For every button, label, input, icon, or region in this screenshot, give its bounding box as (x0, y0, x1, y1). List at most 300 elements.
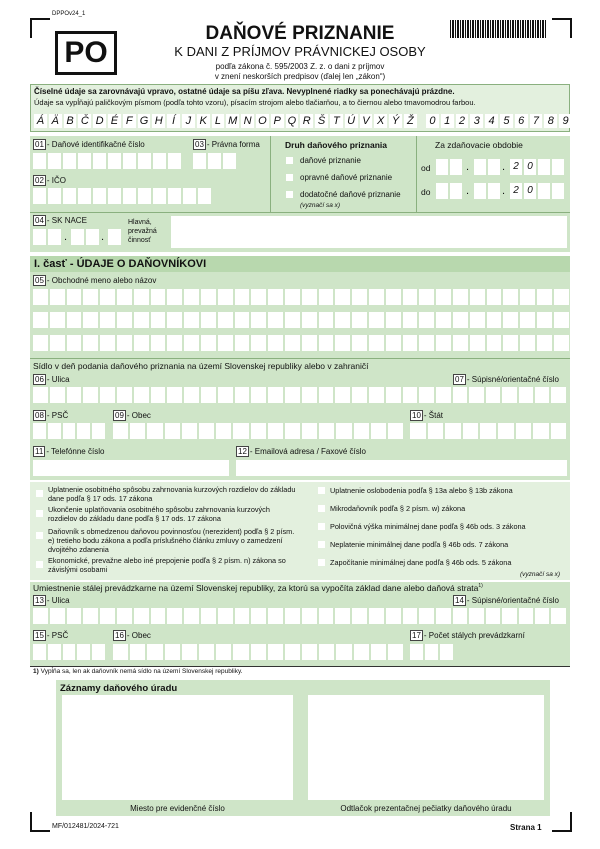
input-cell[interactable] (410, 644, 423, 660)
do-year-digit[interactable]: 2 (510, 183, 522, 199)
input-cell[interactable] (117, 387, 132, 403)
name-cells-row[interactable] (33, 335, 569, 351)
telefon-input[interactable] (33, 460, 229, 476)
input-cell[interactable] (335, 289, 350, 305)
input-cell[interactable] (50, 289, 65, 305)
input-cell[interactable] (153, 153, 166, 169)
input-cell[interactable] (123, 153, 136, 169)
option-checkbox-right[interactable] (318, 541, 325, 548)
input-cell[interactable] (147, 644, 162, 660)
input-cell[interactable] (352, 335, 367, 351)
input-cell[interactable] (100, 289, 115, 305)
input-cell[interactable] (369, 608, 384, 624)
input-cell[interactable] (92, 644, 105, 660)
input-cell[interactable] (487, 312, 502, 328)
input-cell[interactable] (352, 289, 367, 305)
psc-cells[interactable] (33, 423, 105, 439)
input-cell[interactable] (182, 423, 197, 439)
input-cell[interactable] (130, 423, 145, 439)
input-cell[interactable] (167, 608, 182, 624)
input-cell[interactable] (117, 289, 132, 305)
input-cell[interactable] (168, 188, 181, 204)
input-cell[interactable] (86, 229, 99, 245)
input-cell[interactable] (552, 159, 564, 175)
input-cell[interactable] (319, 644, 334, 660)
input-cell[interactable] (319, 335, 334, 351)
input-cell[interactable] (138, 153, 151, 169)
input-cell[interactable] (268, 608, 283, 624)
input-cell[interactable] (123, 188, 136, 204)
nace-cells-2[interactable] (71, 229, 99, 245)
input-cell[interactable] (184, 312, 199, 328)
input-cell[interactable] (33, 608, 48, 624)
input-cell[interactable] (268, 312, 283, 328)
input-cell[interactable] (117, 312, 132, 328)
input-cell[interactable] (92, 423, 105, 439)
input-cell[interactable] (134, 335, 149, 351)
input-cell[interactable] (100, 387, 115, 403)
input-cell[interactable] (285, 387, 300, 403)
od-year-rest[interactable] (538, 159, 564, 175)
input-cell[interactable] (117, 335, 132, 351)
prev-psc-cells[interactable] (33, 644, 105, 660)
prev-supisne-cells[interactable] (453, 608, 566, 624)
input-cell[interactable] (108, 188, 121, 204)
input-cell[interactable] (369, 335, 384, 351)
input-cell[interactable] (134, 312, 149, 328)
input-cell[interactable] (83, 387, 98, 403)
input-cell[interactable] (436, 335, 451, 351)
input-cell[interactable] (516, 423, 532, 439)
dic-cells[interactable] (33, 153, 181, 169)
option-checkbox-left[interactable] (36, 561, 43, 568)
input-cell[interactable] (354, 423, 369, 439)
input-cell[interactable] (335, 312, 350, 328)
input-cell[interactable] (440, 644, 453, 660)
input-cell[interactable] (83, 312, 98, 328)
input-cell[interactable] (503, 289, 518, 305)
input-cell[interactable] (502, 387, 516, 403)
input-cell[interactable] (498, 423, 514, 439)
input-cell[interactable] (480, 423, 496, 439)
input-cell[interactable] (335, 335, 350, 351)
input-cell[interactable] (268, 335, 283, 351)
input-cell[interactable] (285, 312, 300, 328)
input-cell[interactable] (223, 153, 236, 169)
input-cell[interactable] (77, 423, 90, 439)
input-cell[interactable] (386, 312, 401, 328)
input-cell[interactable] (469, 608, 483, 624)
od-day[interactable] (436, 159, 462, 175)
do-day[interactable] (436, 183, 462, 199)
input-cell[interactable] (48, 423, 61, 439)
input-cell[interactable] (520, 312, 535, 328)
peciatka-box[interactable] (308, 695, 544, 800)
option-checkbox-right[interactable] (318, 487, 325, 494)
input-cell[interactable] (218, 289, 233, 305)
input-cell[interactable] (67, 335, 82, 351)
input-cell[interactable] (403, 387, 418, 403)
evidencne-cislo-box[interactable] (62, 695, 293, 800)
input-cell[interactable] (403, 608, 418, 624)
input-cell[interactable] (33, 289, 48, 305)
input-cell[interactable] (251, 423, 266, 439)
input-cell[interactable] (48, 153, 61, 169)
input-cell[interactable] (33, 387, 48, 403)
input-cell[interactable] (208, 153, 221, 169)
input-cell[interactable] (251, 644, 266, 660)
input-cell[interactable] (165, 423, 180, 439)
hlavna-cinnost-input[interactable] (171, 216, 567, 248)
option-checkbox-right[interactable] (318, 559, 325, 566)
input-cell[interactable] (537, 289, 552, 305)
input-cell[interactable] (184, 289, 199, 305)
input-cell[interactable] (302, 423, 317, 439)
input-cell[interactable] (352, 387, 367, 403)
input-cell[interactable] (486, 608, 500, 624)
input-cell[interactable] (48, 188, 61, 204)
input-cell[interactable] (71, 229, 84, 245)
input-cell[interactable] (302, 335, 317, 351)
prev-pocet-cells[interactable] (410, 644, 453, 660)
input-cell[interactable] (419, 312, 434, 328)
input-cell[interactable] (554, 312, 569, 328)
input-cell[interactable] (453, 289, 468, 305)
input-cell[interactable] (474, 183, 486, 199)
input-cell[interactable] (519, 608, 533, 624)
input-cell[interactable] (445, 423, 461, 439)
input-cell[interactable] (336, 423, 351, 439)
prev-ulica-cells[interactable] (33, 608, 451, 624)
input-cell[interactable] (100, 335, 115, 351)
email-input[interactable] (236, 460, 567, 476)
input-cell[interactable] (487, 335, 502, 351)
input-cell[interactable] (519, 387, 533, 403)
input-cell[interactable] (386, 387, 401, 403)
input-cell[interactable] (50, 335, 65, 351)
input-cell[interactable] (100, 312, 115, 328)
input-cell[interactable] (216, 644, 231, 660)
input-cell[interactable] (167, 387, 182, 403)
input-cell[interactable] (50, 312, 65, 328)
input-cell[interactable] (302, 644, 317, 660)
input-cell[interactable] (388, 423, 403, 439)
input-cell[interactable] (48, 229, 61, 245)
supisne-cells[interactable] (453, 387, 566, 403)
input-cell[interactable] (386, 335, 401, 351)
input-cell[interactable] (147, 423, 162, 439)
input-cell[interactable] (184, 335, 199, 351)
option-checkbox-right[interactable] (318, 505, 325, 512)
input-cell[interactable] (285, 608, 300, 624)
input-cell[interactable] (535, 608, 549, 624)
input-cell[interactable] (67, 387, 82, 403)
input-cell[interactable] (63, 153, 76, 169)
input-cell[interactable] (419, 387, 434, 403)
input-cell[interactable] (520, 335, 535, 351)
input-cell[interactable] (470, 335, 485, 351)
input-cell[interactable] (419, 289, 434, 305)
input-cell[interactable] (201, 608, 216, 624)
input-cell[interactable] (251, 608, 266, 624)
input-cell[interactable] (67, 289, 82, 305)
name-cells-row[interactable] (33, 289, 569, 305)
input-cell[interactable] (436, 159, 448, 175)
input-cell[interactable] (233, 423, 248, 439)
input-cell[interactable] (78, 153, 91, 169)
option-checkbox-left[interactable] (36, 510, 43, 517)
input-cell[interactable] (130, 644, 145, 660)
input-cell[interactable] (113, 644, 128, 660)
input-cell[interactable] (371, 644, 386, 660)
input-cell[interactable] (419, 335, 434, 351)
input-cell[interactable] (470, 312, 485, 328)
od-year-digit[interactable]: 0 (524, 159, 536, 175)
input-cell[interactable] (551, 608, 565, 624)
input-cell[interactable] (551, 423, 567, 439)
input-cell[interactable] (520, 289, 535, 305)
input-cell[interactable] (198, 188, 211, 204)
input-cell[interactable] (488, 159, 500, 175)
input-cell[interactable] (63, 188, 76, 204)
input-cell[interactable] (201, 289, 216, 305)
option-checkbox-right[interactable] (318, 523, 325, 530)
input-cell[interactable] (183, 188, 196, 204)
input-cell[interactable] (369, 387, 384, 403)
input-cell[interactable] (83, 289, 98, 305)
input-cell[interactable] (474, 159, 486, 175)
obec-cells[interactable] (113, 423, 403, 439)
input-cell[interactable] (83, 608, 98, 624)
do-month[interactable] (474, 183, 500, 199)
input-cell[interactable] (233, 644, 248, 660)
input-cell[interactable] (554, 289, 569, 305)
input-cell[interactable] (554, 335, 569, 351)
input-cell[interactable] (319, 608, 334, 624)
option-checkbox-left[interactable] (36, 532, 43, 539)
input-cell[interactable] (201, 312, 216, 328)
input-cell[interactable] (67, 608, 82, 624)
input-cell[interactable] (371, 423, 386, 439)
input-cell[interactable] (319, 312, 334, 328)
druh-checkbox-2[interactable] (286, 174, 293, 181)
ico-cells[interactable] (33, 188, 211, 204)
input-cell[interactable] (285, 335, 300, 351)
input-cell[interactable] (552, 183, 564, 199)
prev-obec-cells[interactable] (113, 644, 403, 660)
input-cell[interactable] (167, 335, 182, 351)
input-cell[interactable] (235, 387, 250, 403)
input-cell[interactable] (251, 387, 266, 403)
input-cell[interactable] (201, 387, 216, 403)
input-cell[interactable] (403, 335, 418, 351)
input-cell[interactable] (302, 289, 317, 305)
input-cell[interactable] (83, 335, 98, 351)
input-cell[interactable] (285, 423, 300, 439)
do-year-digit[interactable]: 0 (524, 183, 536, 199)
od-month[interactable] (474, 159, 500, 175)
input-cell[interactable] (470, 289, 485, 305)
input-cell[interactable] (33, 423, 46, 439)
input-cell[interactable] (48, 644, 61, 660)
input-cell[interactable] (319, 387, 334, 403)
input-cell[interactable] (108, 153, 121, 169)
input-cell[interactable] (184, 387, 199, 403)
input-cell[interactable] (63, 423, 76, 439)
input-cell[interactable] (182, 644, 197, 660)
input-cell[interactable] (151, 335, 166, 351)
input-cell[interactable] (218, 387, 233, 403)
input-cell[interactable] (199, 644, 214, 660)
input-cell[interactable] (168, 153, 181, 169)
input-cell[interactable] (436, 387, 451, 403)
input-cell[interactable] (167, 312, 182, 328)
input-cell[interactable] (33, 312, 48, 328)
input-cell[interactable] (285, 289, 300, 305)
input-cell[interactable] (537, 312, 552, 328)
input-cell[interactable] (251, 289, 266, 305)
input-cell[interactable] (165, 644, 180, 660)
input-cell[interactable] (235, 289, 250, 305)
input-cell[interactable] (369, 289, 384, 305)
input-cell[interactable] (428, 423, 444, 439)
input-cell[interactable] (425, 644, 438, 660)
input-cell[interactable] (352, 608, 367, 624)
ulica-cells[interactable] (33, 387, 451, 403)
input-cell[interactable] (453, 312, 468, 328)
input-cell[interactable] (93, 188, 106, 204)
input-cell[interactable] (218, 608, 233, 624)
input-cell[interactable] (403, 312, 418, 328)
input-cell[interactable] (436, 608, 451, 624)
input-cell[interactable] (251, 335, 266, 351)
input-cell[interactable] (302, 387, 317, 403)
input-cell[interactable] (63, 644, 76, 660)
input-cell[interactable] (488, 183, 500, 199)
input-cell[interactable] (537, 335, 552, 351)
input-cell[interactable] (335, 387, 350, 403)
nace-cells-3[interactable] (108, 229, 121, 245)
input-cell[interactable] (93, 153, 106, 169)
input-cell[interactable] (336, 644, 351, 660)
input-cell[interactable] (386, 289, 401, 305)
input-cell[interactable] (151, 289, 166, 305)
input-cell[interactable] (268, 289, 283, 305)
input-cell[interactable] (151, 608, 166, 624)
input-cell[interactable] (268, 387, 283, 403)
option-checkbox-left[interactable] (36, 490, 43, 497)
input-cell[interactable] (419, 608, 434, 624)
input-cell[interactable] (134, 608, 149, 624)
input-cell[interactable] (354, 644, 369, 660)
input-cell[interactable] (533, 423, 549, 439)
input-cell[interactable] (319, 289, 334, 305)
input-cell[interactable] (436, 183, 448, 199)
input-cell[interactable] (352, 312, 367, 328)
input-cell[interactable] (100, 608, 115, 624)
input-cell[interactable] (503, 335, 518, 351)
input-cell[interactable] (450, 159, 462, 175)
input-cell[interactable] (33, 335, 48, 351)
input-cell[interactable] (403, 289, 418, 305)
input-cell[interactable] (450, 183, 462, 199)
input-cell[interactable] (538, 159, 550, 175)
input-cell[interactable] (134, 289, 149, 305)
od-year-digit[interactable]: 2 (510, 159, 522, 175)
input-cell[interactable] (184, 608, 199, 624)
input-cell[interactable] (218, 335, 233, 351)
input-cell[interactable] (251, 312, 266, 328)
input-cell[interactable] (33, 644, 46, 660)
input-cell[interactable] (469, 387, 483, 403)
input-cell[interactable] (453, 608, 467, 624)
input-cell[interactable] (151, 387, 166, 403)
input-cell[interactable] (138, 188, 151, 204)
input-cell[interactable] (33, 153, 46, 169)
input-cell[interactable] (201, 335, 216, 351)
stat-cells[interactable] (410, 423, 566, 439)
input-cell[interactable] (113, 423, 128, 439)
input-cell[interactable] (453, 335, 468, 351)
input-cell[interactable] (216, 423, 231, 439)
input-cell[interactable] (335, 608, 350, 624)
nace-cells-1[interactable] (33, 229, 61, 245)
input-cell[interactable] (33, 188, 46, 204)
input-cell[interactable] (285, 644, 300, 660)
input-cell[interactable] (134, 387, 149, 403)
input-cell[interactable] (78, 188, 91, 204)
input-cell[interactable] (153, 188, 166, 204)
input-cell[interactable] (193, 153, 206, 169)
input-cell[interactable] (77, 644, 90, 660)
input-cell[interactable] (487, 289, 502, 305)
druh-checkbox-3[interactable] (286, 191, 293, 198)
do-year-rest[interactable] (538, 183, 564, 199)
input-cell[interactable] (436, 289, 451, 305)
input-cell[interactable] (319, 423, 334, 439)
input-cell[interactable] (235, 608, 250, 624)
input-cell[interactable] (235, 312, 250, 328)
input-cell[interactable] (369, 312, 384, 328)
input-cell[interactable] (551, 387, 565, 403)
input-cell[interactable] (503, 312, 518, 328)
input-cell[interactable] (502, 608, 516, 624)
input-cell[interactable] (151, 312, 166, 328)
input-cell[interactable] (235, 335, 250, 351)
input-cell[interactable] (268, 644, 283, 660)
input-cell[interactable] (302, 312, 317, 328)
input-cell[interactable] (486, 387, 500, 403)
input-cell[interactable] (453, 387, 467, 403)
input-cell[interactable] (218, 312, 233, 328)
input-cell[interactable] (268, 423, 283, 439)
input-cell[interactable] (535, 387, 549, 403)
input-cell[interactable] (33, 229, 46, 245)
name-cells-row[interactable] (33, 312, 569, 328)
input-cell[interactable] (50, 387, 65, 403)
input-cell[interactable] (199, 423, 214, 439)
input-cell[interactable] (410, 423, 426, 439)
input-cell[interactable] (436, 312, 451, 328)
input-cell[interactable] (386, 608, 401, 624)
input-cell[interactable] (117, 608, 132, 624)
druh-checkbox-1[interactable] (286, 157, 293, 164)
input-cell[interactable] (167, 289, 182, 305)
input-cell[interactable] (388, 644, 403, 660)
input-cell[interactable] (302, 608, 317, 624)
input-cell[interactable] (67, 312, 82, 328)
pravna-forma-cells[interactable] (193, 153, 236, 169)
